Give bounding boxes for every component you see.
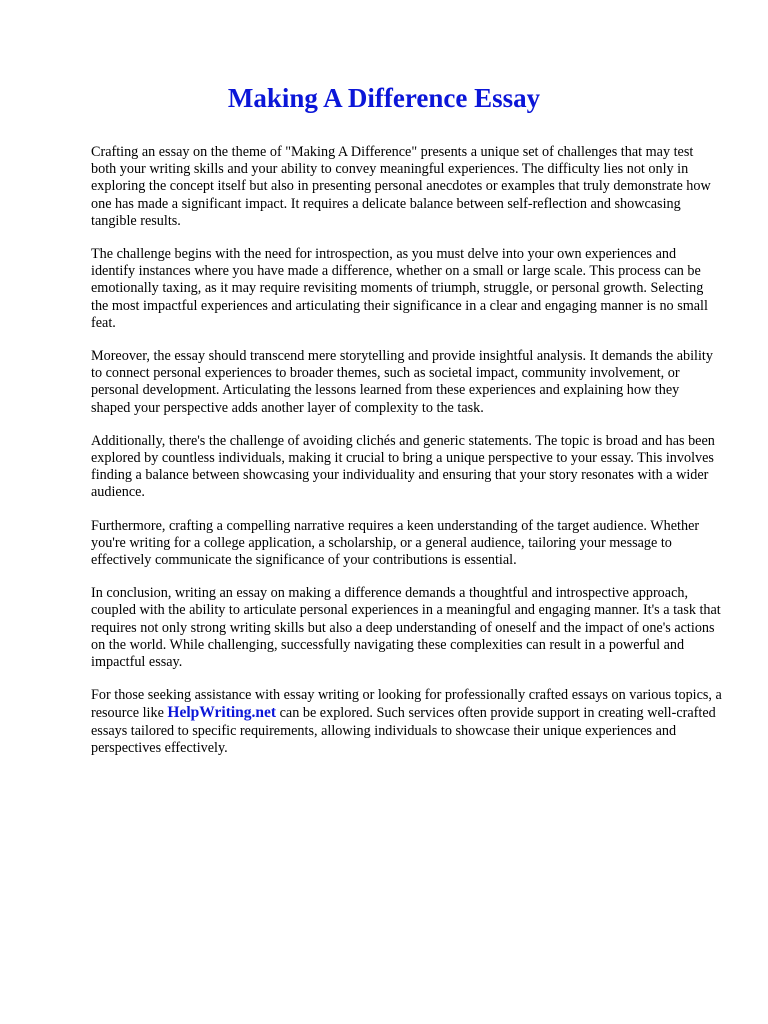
paragraph-resource xyxy=(91,687,722,757)
paragraph-introspection: The challenge begins with the need for introspection, as you must delve into your own experiences and identify instances where you have made a difference, whether on a small or large scale. This process can be emotionally taxing, as it may require revisiting moments of triumph, struggle, or personal growth. Selecting the most impactful experiences and articulating their significance in a clear and engaging manner is no small feat. xyxy=(91,246,708,331)
paragraph-cliches: Additionally, there's the challenge of avoiding clichés and generic statements. The topic is broad and has been explored by countless individuals, making it crucial to bring a unique perspective to your essay. This involves finding a balance between showcasing your individuality and ensuring that your story resonates with a wider audience. xyxy=(91,432,715,501)
helpwriting-link[interactable]: HelpWriting.net xyxy=(167,704,277,722)
paragraph-analysis: Moreover, the essay should transcend mere storytelling and provide insightful analysis. It demands the ability to connect personal experiences to broader themes, such as societal impact, community involvement, or personal development. Articulating the lessons learned from these experiences and explaining how they shaped your perspective adds another layer of complexity to the task. xyxy=(91,348,713,416)
paragraph-conclusion: In conclusion, writing an essay on making a difference demands a thoughtful and introspective approach, coupled with the ability to articulate personal experiences in a meaningful and engaging manner. It's a task that requires not only strong writing skills but also a deep understanding of oneself and the impact of one's actions on the world. While challenging, successfully navigating these complexities can result in a powerful and impactful essay. xyxy=(91,585,721,671)
paragraph-intro: Crafting an essay on the theme of "Making A Difference" presents a unique set of challenges that may test both your writing skills and your ability to convey meaningful experiences. The difficulty lies not only in exploring the concept itself but also in presenting personal anecdotes or examples that truly demonstrate how one has made a significant impact. It requires a delicate balance between self-reflection and showcasing tangible results. xyxy=(91,144,711,229)
paragraph-audience: Furthermore, crafting a compelling narrative requires a keen understanding of the target audience. Whether you're writing for a college application, a scholarship, or a general audience, tailoring your message to effectively communicate the significance of your contributions is essential. xyxy=(91,517,700,569)
resource-text-before: For those seeking assistance with essay writing or looking for professionally crafted essays on various topics, a resource like xyxy=(91,687,722,722)
resource-text-after: can be explored. Such services often provide support in creating well-crafted essays tailored to specific requirements, allowing individuals to showcase their unique experiences and perspectives effectively. xyxy=(91,705,716,756)
page-title: Making A Difference Essay xyxy=(227,83,541,113)
